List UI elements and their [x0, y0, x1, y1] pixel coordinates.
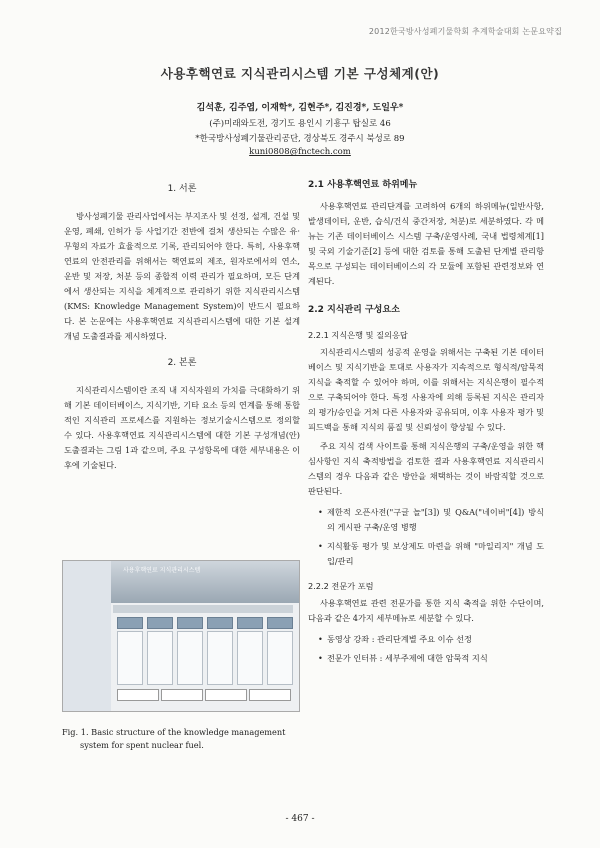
caption-line-1: Basic structure of the knowledge management [91, 727, 286, 737]
section-2-1-heading: 2.1 사용후핵연료 하위메뉴 [308, 180, 418, 190]
right-column [308, 178, 544, 672]
figure-tab [117, 617, 143, 629]
figure-tab [177, 617, 203, 629]
left-column [64, 178, 300, 477]
caption-label: Fig. 1. [62, 727, 89, 737]
figure-module-box [207, 631, 233, 685]
figure-module-box [177, 631, 203, 685]
section-2-2-2-paragraph: 사용후핵연료 관련 전문가를 통한 지식 축적을 위한 수단이며, 다음과 같은 4가지 세부메뉴로 세분할 수 있다. [308, 598, 544, 623]
list-item: • 지식활동 평가 및 보상제도 마련을 위해 "마일리지" 개념 도입/관리 [318, 539, 544, 569]
figure-system-title: 사용후핵연료 지식관리시스템 [123, 567, 201, 574]
figure-module-box [267, 631, 293, 685]
list-item: • 제한적 오픈사전("구글 놀"[3]) 및 Q&A("네이버"[4]) 방식의 게시판 구축/운영 병행 [318, 505, 544, 535]
figure-bottom-row [113, 689, 293, 701]
section-2-1-paragraph: 사용후핵연료 관리단계를 고려하여 6개의 하위메뉴(일반사항, 발생데이터, 운반, 습식/건식 중간저장, 처분)로 세분하였다. 각 메뉴는 기존 데이터베이스 시스템 구축/운영사례, 국내 법령체계[1] 및 국외 기술기준[2] 등에 대한 검토를 통해 도출된 단계별 관리항목으로 구성되는 데이터베이스의 각 모듈에 포함된 관련정보와 연계된다. [308, 201, 544, 286]
figure-caption [62, 726, 298, 752]
section-2-2-1-paragraph-1: 지식관리시스템의 성공적 운영을 위해서는 구축된 기본 데이터베이스 및 지식기반을 토대로 사용자가 지속적으로 형식적/암묵적 지식을 축적할 수 있어야 하며, 이를 위해서는 지식은행이 필수적으로 구축되어야 한다. 특정 사용자에 의해 등록된 지식은 관리자의 평가/승인을 거쳐 다른 사용자와 공유되며, 이후 사용자 평가 및 피드백을 통해 지식의 품질 및 신뢰성이 향상될 수 있다. [308, 347, 544, 432]
figure-module-box [147, 631, 173, 685]
figure-module-box [237, 631, 263, 685]
affiliation-1: (주)미래와도전, 경기도 용인시 기흥구 탑실로 46 [209, 119, 391, 129]
bullet-list-2 [308, 632, 544, 666]
section-2-heading: 2. 본론 [167, 358, 197, 368]
section-1-paragraph: 방사성폐기물 관리사업에서는 부지조사 및 선정, 설계, 건설 및 운영, 폐쇄, 인허가 등 사업기간 전반에 걸쳐 생산되는 수많은 유·무형의 자료가 효율적으로 기록, 관리되어야 한다. 특히, 사용후핵연료의 안전관리를 위해서는 핵연료의 제조, 원자로에서의 연소, 운반 및 저장, 처분 등의 종합적 이력 관리가 필요하며, 모든 단계에서 생산되는 지식을 체계적으로 관리하기 위한 지식관리시스템(KMS: Knowledge Management System)이 반드시 필요하다. 본 논문에는 사용후핵연료 지식관리시스템에 대한 기본 설계 개념 도출결과를 제시하였다. [64, 211, 300, 341]
section-2-2-1-paragraph-2: 주요 지식 검색 사이트를 통해 지식은행의 구축/운영을 위한 핵심사항인 지식 축적방법을 검토한 결과 사용후핵연료 지식관리시스템의 경우 다음과 같은 방안을 채택하는 것이 바람직할 것으로 판단된다. [308, 441, 544, 496]
section-2-2-1-heading: 2.2.1 지식은행 및 질의응답 [308, 330, 408, 340]
affiliation-2: *한국방사성폐기물관리공단, 경상북도 경주시 북성로 89 [195, 134, 405, 144]
list-item: • 동영상 강좌 : 관리단계별 주요 이슈 선정 [318, 632, 544, 647]
figure-tab [207, 617, 233, 629]
figure-tab [237, 617, 263, 629]
section-1-heading: 1. 서론 [167, 184, 197, 194]
figure-bottom-box [117, 689, 159, 701]
paper-title: 사용후핵연료 지식관리시스템 기본 구성체계(안) [160, 66, 440, 81]
figure-bottom-box [205, 689, 247, 701]
figure-module-box [117, 631, 143, 685]
authors: 김석훈, 김주엽, 이재학*, 김현주*, 김진경*, 도일우* [196, 103, 404, 113]
running-head: 2012한국방사성폐기물학회 추계학술대회 논문요약집 [368, 27, 562, 36]
list-item: • 전문가 인터뷰 : 세부주제에 대한 암묵적 지식 [318, 651, 544, 666]
figure-menu-bar [113, 605, 293, 613]
bullet-list-1 [308, 505, 544, 569]
figure-tab [147, 617, 173, 629]
figure-bottom-box [249, 689, 291, 701]
figure-bottom-box [161, 689, 203, 701]
section-2-2-2-heading: 2.2.2 전문가 포럼 [308, 581, 374, 591]
title-block [0, 64, 600, 157]
figure-sidebar [63, 561, 111, 711]
section-2-paragraph: 지식관리시스템이란 조직 내 지식자원의 가치를 극대화하기 위해 기본 데이터베이스, 지식기반, 기타 요소 등의 연계를 통해 통합적인 지식관리 프로세스를 지원하는 정보기술시스템으로 정의할 수 있다. 사용후핵연료 지식관리시스템에 대한 기본 구성개념(안) 도출결과는 그림 1과 같으며, 주요 구성항목에 대한 세부내용은 이후에 기술된다. [64, 385, 300, 470]
email-link[interactable]: kuni0808@fnctech.com [249, 147, 351, 157]
section-2-2-heading: 2.2 지식관리 구성요소 [308, 305, 400, 315]
figure-tab [267, 617, 293, 629]
figure-1 [62, 560, 300, 712]
page-number: - 467 - [285, 814, 315, 824]
caption-line-2: system for spent nuclear fuel. [80, 740, 204, 750]
